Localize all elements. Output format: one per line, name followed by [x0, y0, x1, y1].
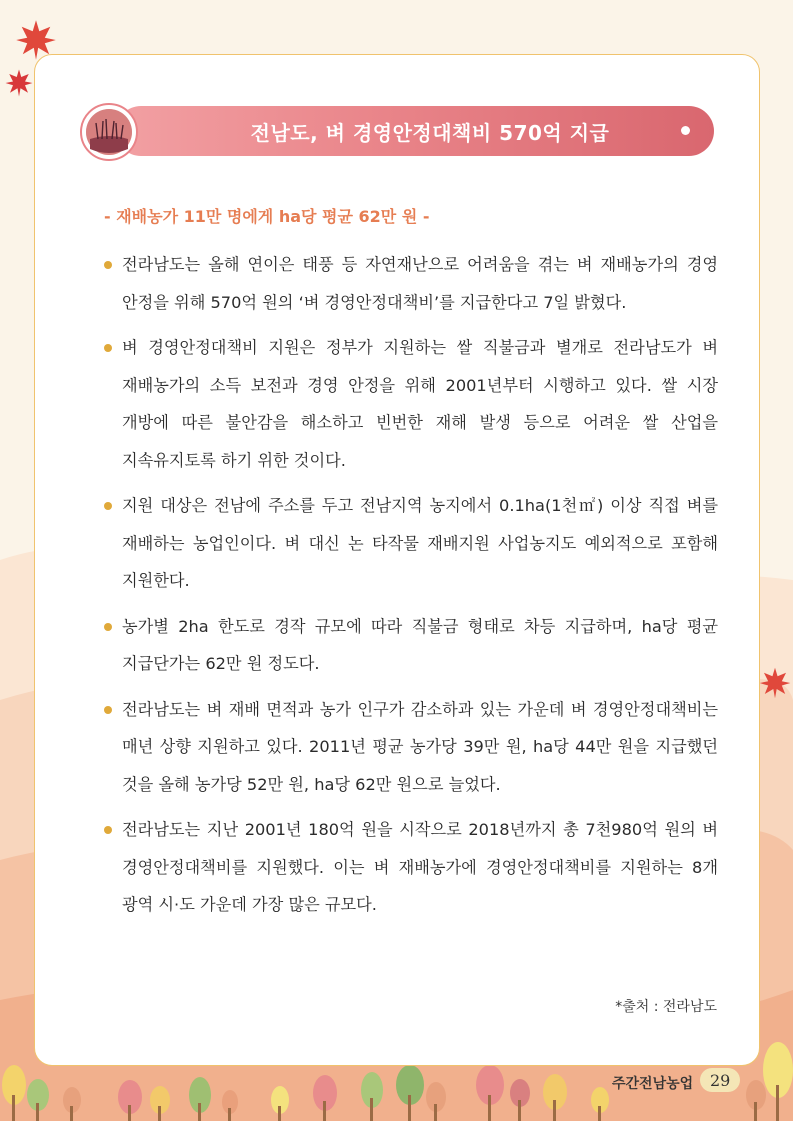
publication-name: 주간전남농업: [612, 1076, 694, 1092]
bullet-paragraph: 농가별 2ha 한도로 경작 규모에 따라 직불금 형태로 차등 지급하며, ha당 평균 지급단가는 62만 원 정도다.: [102, 608, 718, 683]
article-title-bar: [116, 106, 714, 156]
bullet-paragraph: 전라남도는 올해 연이은 태풍 등 자연재난으로 어려움을 겪는 벼 재배농가의 경영 안정을 위해 570억 원의 ‘벼 경영안정대책비’를 지급한다고 7일 밝혔다.: [102, 246, 718, 321]
bullet-paragraph: 지원 대상은 전남에 주소를 두고 전남지역 농지에서 0.1ha(1천㎡) 이상 직접 벼를 재배하는 농업인이다. 벼 대신 논 타작물 재배지원 사업농지도 예외적으로 포함해 지원한다.: [102, 487, 718, 600]
bullet-paragraph: 벼 경영안정대책비 지원은 정부가 지원하는 쌀 직불금과 별개로 전라남도가 벼 재배농가의 소득 보전과 경영 안정을 위해 2001년부터 시행하고 있다. 쌀 시장 개방에 따른 불안감을 해소하고 빈번한 재해 발생 등으로 어려운 쌀 산업을 지속유지토록 하기 위한 것이다.: [102, 329, 718, 479]
title-dot-icon: [681, 126, 690, 135]
rice-field-badge-icon: [80, 103, 138, 161]
maple-leaf-icon: [4, 68, 34, 98]
article-subtitle: - 재배농가 11만 명에게 ha당 평균 62만 원 -: [104, 207, 430, 226]
bullet-paragraph: 전라남도는 지난 2001년 180억 원을 시작으로 2018년까지 총 7천980억 원의 벼 경영안정대책비를 지원했다. 이는 벼 재배농가에 경영안정대책비를 지원하는 8개 광역 시·도 가운데 가장 많은 규모다.: [102, 811, 718, 924]
article-body: [102, 246, 718, 932]
source-credit: *출처 : 전라남도: [615, 999, 717, 1015]
maple-leaf-icon: [758, 666, 792, 700]
page-number: 29: [710, 1071, 731, 1090]
article-title: 전남도, 벼 경영안정대책비 570억 지급: [250, 120, 610, 145]
bullet-paragraph: 전라남도는 벼 재배 면적과 농가 인구가 감소하과 있는 가운데 벼 경영안정대책비는 매년 상향 지원하고 있다. 2011년 평균 농가당 39만 원, ha당 44만 원을 지급했던 것을 올해 농가당 52만 원, ha당 62만 원으로 늘었다.: [102, 691, 718, 804]
